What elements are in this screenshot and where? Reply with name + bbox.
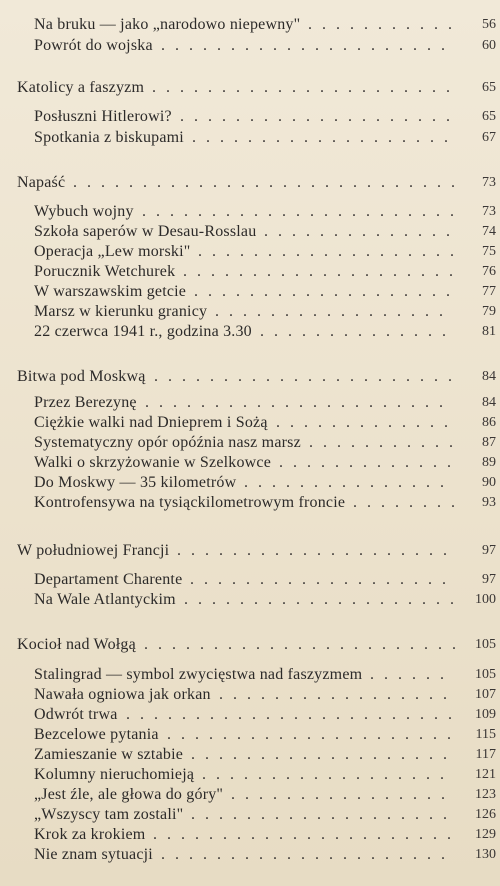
- dot-leader: ...............: [244, 474, 454, 491]
- toc-entry-row: [0, 664, 500, 686]
- dot-leader: ....................: [183, 263, 463, 280]
- toc-chapter-row: [0, 366, 500, 388]
- chapter-title: Bitwa pod Moskwą: [17, 368, 146, 385]
- toc-chapter-row: [0, 540, 500, 562]
- page-number: 73: [482, 204, 496, 219]
- entry-title: Powrót do wojska: [34, 37, 153, 54]
- entry-title: Ciężkie walki nad Dnieprem i Sożą: [34, 414, 268, 431]
- dot-leader: ...................: [191, 746, 457, 763]
- page-number: 100: [475, 592, 496, 607]
- page-number: 73: [482, 175, 496, 190]
- page-number: 79: [482, 304, 496, 319]
- entry-title: Na bruku — jako „narodowo niepewny": [34, 16, 301, 33]
- toc-entry-row: [0, 321, 500, 343]
- toc-entry-row: [0, 744, 500, 766]
- dot-leader: ....................: [180, 108, 460, 125]
- page-number: 117: [475, 747, 496, 762]
- dot-leader: ......................: [152, 79, 460, 96]
- toc-entry-row: [0, 684, 500, 706]
- chapter-title: Kocioł nad Wołgą: [17, 636, 136, 653]
- entry-title: Marsz w kierunku granicy: [34, 303, 208, 320]
- toc-entry-row: [0, 824, 500, 846]
- toc-entry-row: [0, 492, 500, 514]
- dot-leader: .............: [276, 414, 458, 431]
- page-number: 123: [475, 787, 496, 802]
- dot-leader: ...................: [198, 243, 464, 260]
- dot-leader: ...................: [191, 806, 457, 823]
- dot-leader: ...................: [192, 129, 458, 146]
- toc-entry-row: [0, 106, 500, 128]
- toc-entry-row: [0, 784, 500, 806]
- toc-entry-row: [0, 452, 500, 474]
- page-number: 67: [482, 130, 496, 145]
- dot-leader: ................: [231, 786, 455, 803]
- toc-entry-row: [0, 261, 500, 283]
- entry-title: Szkoła saperów w Desau-Rosslau: [34, 223, 257, 240]
- toc-entry-row: [0, 301, 500, 323]
- toc-entry-row: [0, 281, 500, 303]
- toc-entry-row: [0, 127, 500, 149]
- entry-title: Bezcelowe pytania: [34, 726, 159, 743]
- dot-leader: ........................: [126, 706, 462, 723]
- entry-title: 22 czerwca 1941 r., godzina 3.30: [34, 323, 252, 340]
- page-number: 130: [475, 847, 496, 862]
- toc-entry-row: [0, 412, 500, 434]
- page-number: 76: [482, 264, 496, 279]
- dot-leader: ..............: [260, 323, 456, 340]
- dot-leader: .......................: [142, 203, 464, 220]
- page-number: 90: [482, 475, 496, 490]
- entry-title: „Wszyscy tam zostali": [34, 806, 184, 823]
- page-number: 81: [482, 324, 496, 339]
- page-number: 77: [482, 284, 496, 299]
- page-number: 97: [482, 572, 496, 587]
- entry-title: W warszawskim getcie: [34, 283, 187, 300]
- entry-title: Posłuszni Hitlerowi?: [34, 108, 172, 125]
- toc-entry-row: [0, 569, 500, 591]
- entry-title: Zamieszanie w sztabie: [34, 746, 184, 763]
- entry-title: Porucznik Wetchurek: [34, 263, 176, 280]
- page-number: 60: [482, 38, 496, 53]
- page-number: 87: [482, 435, 496, 450]
- page-number: 65: [482, 80, 496, 95]
- dot-leader: .....................: [167, 726, 461, 743]
- chapter-title: Katolicy a faszyzm: [17, 79, 145, 96]
- entry-title: Przez Berezynę: [34, 394, 137, 411]
- dot-leader: ....................: [184, 591, 464, 608]
- page-number: 115: [475, 727, 496, 742]
- toc-entry-row: [0, 704, 500, 726]
- entry-title: Na Wale Atlantyckim: [34, 591, 176, 608]
- toc-chapter-row: [0, 634, 500, 656]
- entry-title: Odwrót trwa: [34, 706, 118, 723]
- page-number: 105: [475, 637, 496, 652]
- entry-title: Operacja „Lew morski": [34, 243, 191, 260]
- entry-title: Do Moskwy — 35 kilometrów: [34, 474, 237, 491]
- entry-title: Kolumny nieruchomieją: [34, 766, 195, 783]
- dot-leader: .................: [215, 303, 453, 320]
- dot-leader: .....................: [161, 37, 455, 54]
- toc-entry-row: [0, 764, 500, 786]
- toc-entry-row: [0, 804, 500, 826]
- chapter-title: W południowej Francji: [17, 542, 170, 559]
- page-number: 105: [475, 667, 496, 682]
- entry-title: Nie znam sytuacji: [34, 846, 153, 863]
- toc-entry-row: [0, 201, 500, 223]
- entry-title: Nawała ogniowa jak orkan: [34, 686, 211, 703]
- dot-leader: ......................: [153, 826, 461, 843]
- entry-title: Krok za krokiem: [34, 826, 146, 843]
- dot-leader: .................: [219, 686, 457, 703]
- page-number: 121: [475, 767, 496, 782]
- page-number: 93: [482, 495, 496, 510]
- toc-entry-row: [0, 14, 500, 36]
- page-number: 84: [482, 369, 496, 384]
- dot-leader: ..............: [264, 223, 460, 240]
- dot-leader: ........: [353, 494, 465, 511]
- dot-leader: ....................: [177, 542, 457, 559]
- toc-entry-row: [0, 432, 500, 454]
- dot-leader: .......................: [144, 636, 466, 653]
- page-number: 75: [482, 244, 496, 259]
- page-number: 86: [482, 415, 496, 430]
- toc-entry-row: [0, 392, 500, 414]
- entry-title: Walki o skrzyżowanie w Szelkowce: [34, 454, 272, 471]
- dot-leader: ...................: [194, 283, 460, 300]
- page-number: 107: [475, 687, 496, 702]
- entry-title: Systematyczny opór opóźnia nasz marsz: [34, 434, 301, 451]
- entry-title: Wybuch wojny: [34, 203, 134, 220]
- toc-chapter-row: [0, 172, 500, 194]
- dot-leader: ...................: [190, 571, 456, 588]
- dot-leader: ......................: [145, 394, 453, 411]
- dot-leader: ......: [370, 666, 454, 683]
- page-number: 129: [475, 827, 496, 842]
- page-number: 109: [475, 707, 496, 722]
- dot-leader: ...........: [308, 16, 462, 33]
- toc-entry-row: [0, 724, 500, 746]
- toc-entry-row: [0, 589, 500, 611]
- dot-leader: ............................: [73, 174, 465, 191]
- dot-leader: .............: [279, 454, 461, 471]
- dot-leader: .....................: [161, 846, 455, 863]
- entry-title: Spotkania z biskupami: [34, 129, 184, 146]
- page-number: 126: [475, 807, 496, 822]
- toc-chapter-row: [0, 77, 500, 99]
- entry-title: Stalingrad — symbol zwycięstwa nad faszyzmem: [34, 666, 363, 683]
- dot-leader: ..................: [202, 766, 454, 783]
- dot-leader: ......................: [154, 368, 462, 385]
- entry-title: Kontrofensywa na tysiąckilometrowym froncie: [34, 494, 346, 511]
- entry-title: Departament Charente: [34, 571, 183, 588]
- page-number: 89: [482, 455, 496, 470]
- toc-entry-row: [0, 35, 500, 57]
- page-number: 56: [482, 17, 496, 32]
- page-number: 97: [482, 543, 496, 558]
- chapter-title: Napaść: [17, 174, 66, 191]
- toc-entry-row: [0, 844, 500, 866]
- page-number: 84: [482, 395, 496, 410]
- dot-leader: ...........: [309, 434, 463, 451]
- toc-entry-row: [0, 472, 500, 494]
- toc-entry-row: [0, 241, 500, 263]
- page-number: 74: [482, 224, 496, 239]
- page-number: 65: [482, 109, 496, 124]
- toc-entry-row: [0, 221, 500, 243]
- entry-title: „Jest źle, ale głowa do góry": [34, 786, 224, 803]
